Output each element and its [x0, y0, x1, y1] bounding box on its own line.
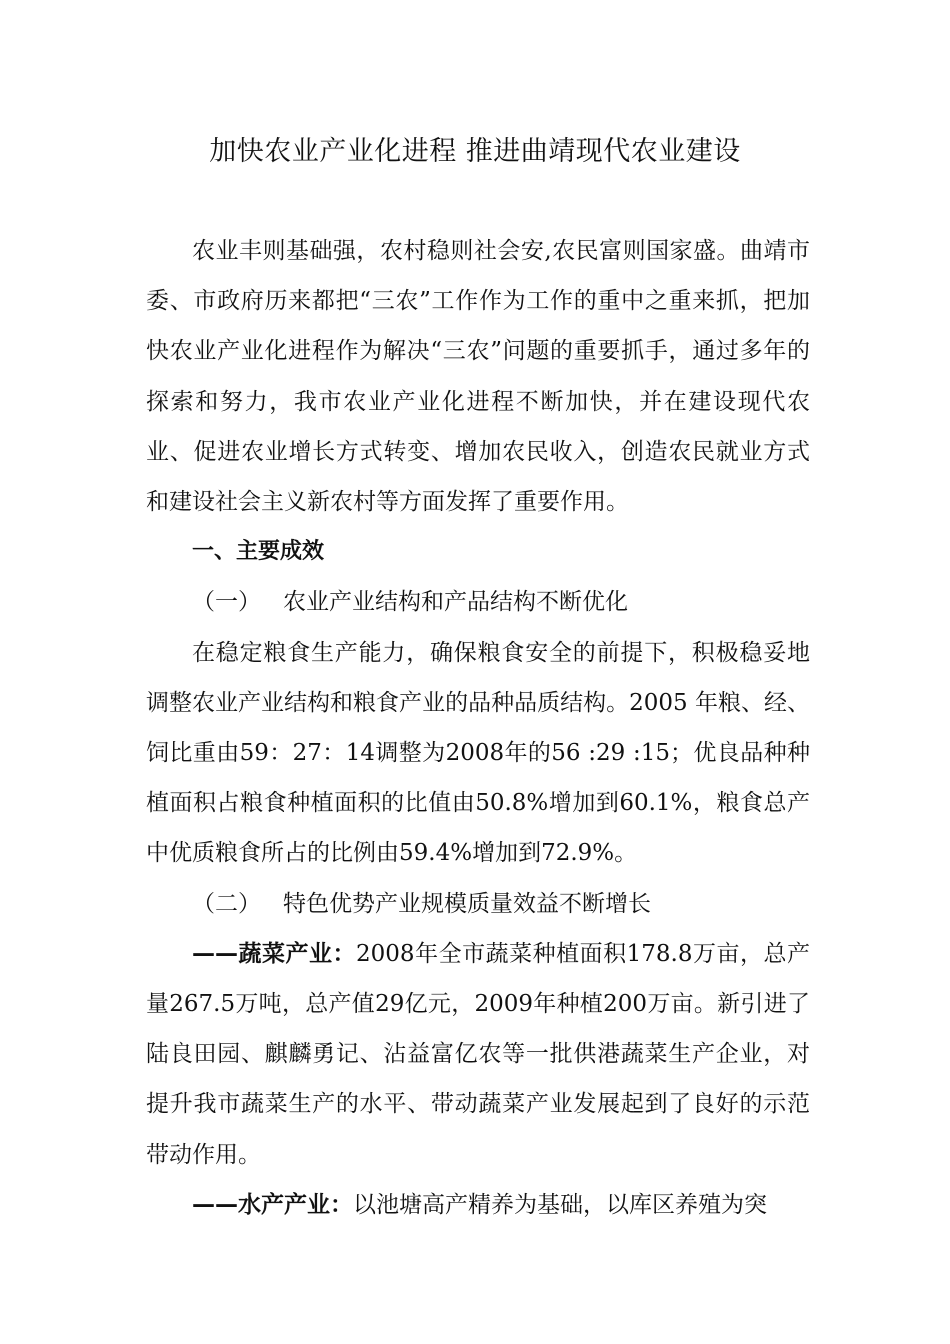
subsection-number-1: （一）	[192, 589, 261, 616]
subsection-heading-2	[146, 879, 810, 929]
subsection-heading-1	[146, 577, 810, 627]
vegetable-paragraph	[146, 929, 810, 1180]
structure-paragraph: 在稳定粮食生产能力，确保粮食安全的前提下，积极稳妥地调整农业产业结构和粮食产业的品种品质结构。2005 年粮、经、饲比重由59：27：14调整为2008年的56 :29 :15；优良品种种植面积占粮食种植面积的比值由50.8%增加到60.1%，粮食总产中优质粮食所占的比例由59.4%增加到72.9%。	[146, 639, 810, 867]
document-body	[146, 226, 810, 1230]
subsection-title-1: 农业产业结构和产品结构不断优化	[283, 589, 628, 616]
vegetable-text: 2008年全市蔬菜种植面积178.8万亩，总产量267.5万吨，总产值29亿元，2009年种植200万亩。新引进了陆良田园、麒麟勇记、沾益富亿农等一批供港蔬菜生产企业，对提升我市蔬菜生产的水平、带动蔬菜产业发展起到了良好的示范带动作用。	[146, 940, 810, 1168]
subsection-number-2: （二）	[192, 890, 261, 917]
section-heading-main-results: 一、主要成效	[192, 539, 325, 565]
aquatic-lead: ——水产产业：	[192, 1191, 353, 1218]
document-title: 加快农业产业化进程 推进曲靖现代农业建设	[209, 136, 741, 167]
vegetable-lead: ——蔬菜产业：	[192, 940, 357, 967]
aquatic-paragraph	[146, 1180, 810, 1230]
intro-paragraph: 农业丰则基础强，农村稳则社会安,农民富则国家盛。曲靖市委、市政府历来都把“三农”工作作为工作的重中之重来抓，把加快农业产业化进程作为解决“三农”问题的重要抓手，通过多年的探索和努力，我市农业产业化进程不断加快，并在建设现代农业、促进农业增长方式转变、增加农民收入，创造农民就业方式和建设社会主义新农村等方面发挥了重要作用。	[146, 238, 810, 516]
subsection-title-2: 特色优势产业规模质量效益不断增长	[283, 890, 651, 917]
aquatic-text: 以池塘高产精养为基础，以库区养殖为突	[353, 1191, 767, 1218]
